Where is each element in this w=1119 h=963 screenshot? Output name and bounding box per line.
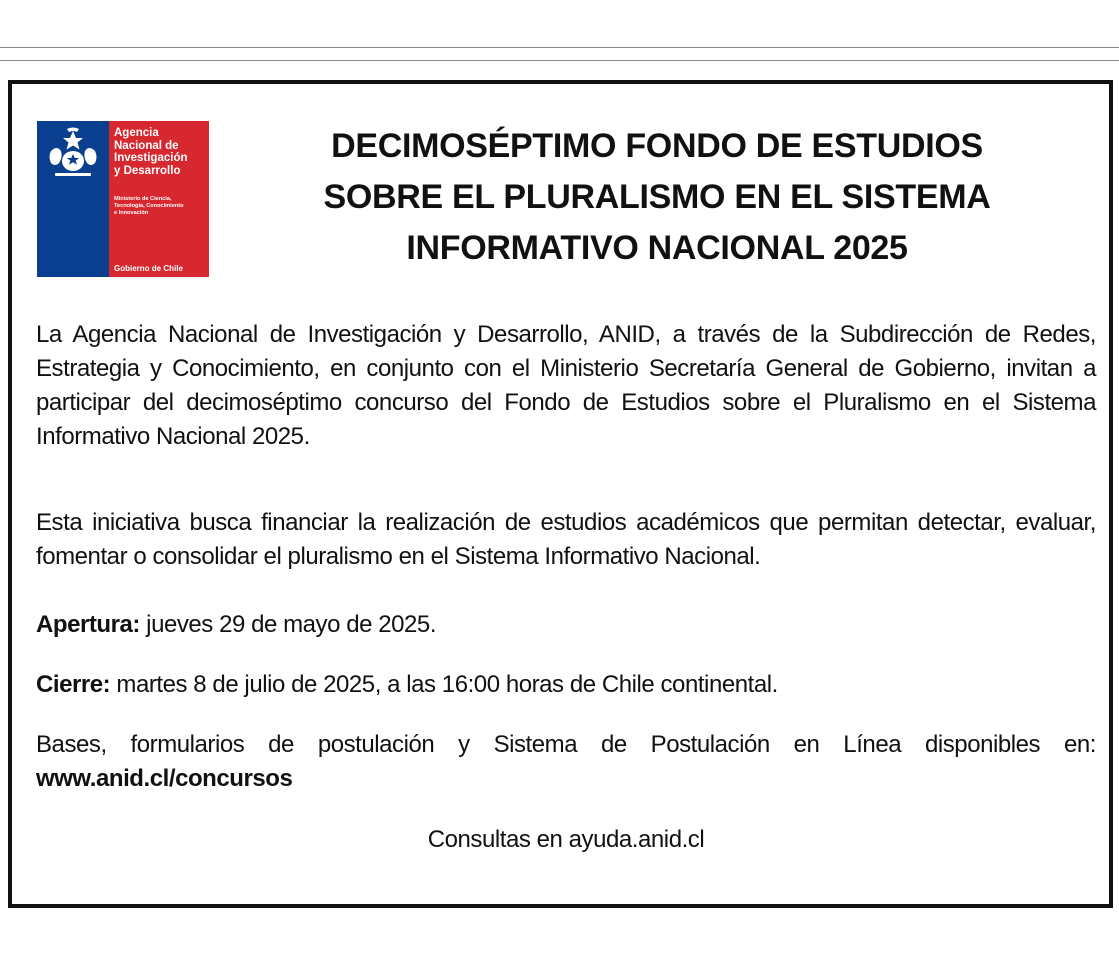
closing-value: martes 8 de julio de 2025, a las 16:00 horas de Chile continental. [110, 671, 778, 698]
logo-government-label: Gobierno de Chile [114, 264, 183, 273]
opening-date [36, 608, 1096, 642]
second-rule [0, 60, 1119, 61]
bases-url-link[interactable]: www.anid.cl/concursos [36, 765, 293, 792]
logo-agency-name: Agencia Nacional de Investigación y Desarrollo [114, 127, 188, 177]
bases-paragraph [36, 728, 1096, 796]
title-line-3: INFORMATIVO NACIONAL 2025 [406, 229, 908, 267]
opening-label: Apertura: [36, 611, 140, 638]
title-line-2: SOBRE EL PLURALISMO EN EL SISTEMA [323, 178, 991, 216]
title-line-1: DECIMOSÉPTIMO FONDO DE ESTUDIOS [331, 127, 983, 165]
notice-frame [8, 80, 1113, 908]
chile-coat-of-arms-icon [43, 127, 103, 181]
logo-blue-panel [37, 121, 109, 277]
closing-label: Cierre: [36, 671, 111, 698]
logo-red-panel [109, 121, 209, 277]
intro-paragraph: La Agencia Nacional de Investigación y Desarrollo, ANID, a través de la Subdirección de Redes, Estrategia y Conocimiento, en conjunto con el Ministerio Secretaría General de Gobierno, invitan a participar del decimoséptimo concurso del Fondo de Estudios sobre el Pluralismo en el Sistema Informativo Nacional 2025. [36, 321, 1096, 450]
contact-line: Consultas en ayuda.anid.cl [427, 826, 705, 853]
logo-ministry-name: Ministerio de Ciencia, Tecnología, Conocimiento e Innovación [114, 196, 184, 216]
closing-date [36, 668, 1096, 702]
bases-text: Bases, formularios de postulación y Sistema de Postulación en Línea disponibles en: [36, 731, 1096, 758]
anid-logo [37, 121, 209, 277]
top-rule [0, 47, 1119, 48]
objective-paragraph: Esta iniciativa busca financiar la realización de estudios académicos que permitan detectar, evaluar, fomentar o consolidar el pluralismo en el Sistema Informativo Nacional. [36, 509, 1096, 570]
opening-value: jueves 29 de mayo de 2025. [139, 611, 437, 638]
notice-title [232, 121, 1082, 274]
